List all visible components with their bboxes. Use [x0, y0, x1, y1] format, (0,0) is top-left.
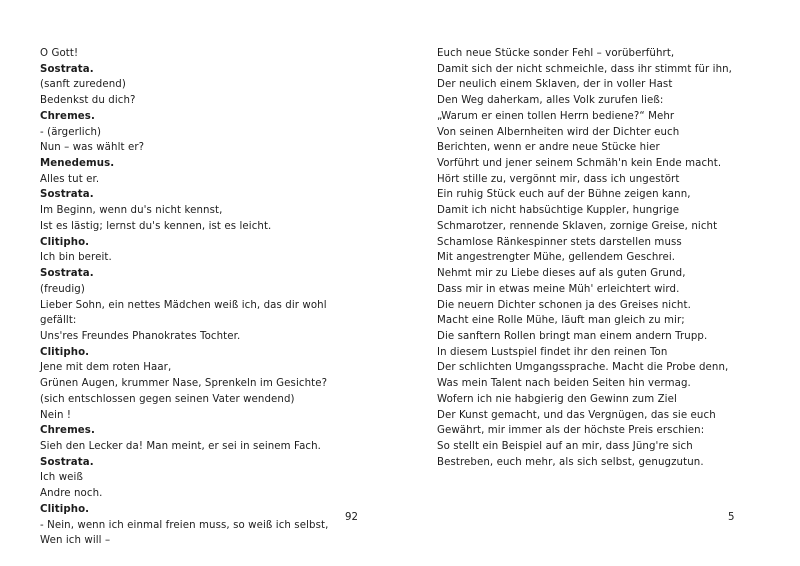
speaker-name: Chremes.	[40, 110, 95, 122]
text-line: Grünen Augen, krummer Nase, Sprenkeln im Gesichte?	[40, 378, 328, 390]
text-line: Nehmt mir zu Liebe dieses auf als guten Grund,	[437, 268, 686, 280]
text-line: Im Beginn, wenn du's nicht kennst,	[40, 205, 223, 217]
text-line: Bestreben, euch mehr, als sich selbst, genugzutun.	[437, 456, 704, 468]
text-line: (freudig)	[40, 283, 85, 295]
text-line: Damit sich der nicht schmeichle, dass ihr stimmt für ihn,	[437, 63, 733, 75]
text-line: Ist es lästig; lernst du's kennen, ist es leicht.	[40, 220, 272, 232]
text-line: gefällt:	[40, 315, 77, 327]
text-line: Berichten, wenn er andre neue Stücke hier	[437, 142, 660, 154]
text-line: - Nein, wenn ich einmal freien muss, so weiß ich selbst,	[40, 519, 329, 531]
right-text-column	[437, 46, 782, 470]
page-number-right: 5	[728, 512, 735, 523]
speaker-name: Sostrata.	[40, 189, 94, 201]
speaker-name: Sostrata.	[40, 456, 94, 468]
text-line: Gewährt, mir immer als der höchste Preis erschien:	[437, 425, 705, 437]
text-line: Nein !	[40, 409, 72, 421]
text-line: Andre noch.	[40, 488, 103, 500]
text-line: (sich entschlossen gegen seinen Vater wendend)	[40, 393, 295, 405]
speaker-name: Sostrata.	[40, 268, 94, 280]
text-line: (sanft zuredend)	[40, 79, 126, 91]
text-line: So stellt ein Beispiel auf an mir, dass Jüng're sich	[437, 440, 693, 452]
text-line: - (ärgerlich)	[40, 126, 102, 138]
text-line: Bedenkst du dich?	[40, 95, 136, 107]
text-line: Lieber Sohn, ein nettes Mädchen weiß ich, das dir wohl	[40, 299, 327, 311]
text-line: Macht eine Rolle Mühe, läuft man gleich zu mir;	[437, 315, 685, 327]
speaker-name: Clitipho.	[40, 503, 90, 515]
text-line: Der schlichten Umgangssprache. Macht die Probe denn,	[437, 362, 729, 374]
text-line: Damit ich nicht habsüchtige Kuppler, hungrige	[437, 205, 680, 217]
text-line: Jene mit dem roten Haar,	[40, 362, 172, 374]
text-line: Dass mir in etwas meine Müh' erleichtert wird.	[437, 283, 680, 295]
text-line: Hört stille zu, vergönnt mir, dass ich ungestört	[437, 173, 680, 185]
text-line: Mit angestrengter Mühe, gellendem Geschrei.	[437, 252, 676, 264]
text-line: Euch neue Stücke sonder Fehl – vorüberführt,	[437, 48, 675, 59]
text-line: Schamlose Ränkespinner stets darstellen muss	[437, 236, 682, 248]
page-number-left: 92	[345, 512, 358, 523]
text-line: Alles tut er.	[40, 173, 100, 185]
text-line: „Warum er einen tollen Herrn bediene?“ Mehr	[437, 110, 675, 122]
text-line: Der neulich einem Sklaven, der in voller Hast	[437, 79, 673, 91]
text-line: Die neuern Dichter schonen ja des Greises nicht.	[437, 299, 691, 311]
speaker-name: Menedemus.	[40, 158, 115, 170]
text-line: Den Weg daherkam, alles Volk zurufen ließ:	[437, 95, 664, 107]
text-line: Wen ich will –	[40, 535, 111, 547]
speaker-name: Clitipho.	[40, 346, 90, 358]
text-line: Ich weiß	[40, 472, 83, 484]
text-line: Uns'res Freundes Phanokrates Tochter.	[40, 330, 241, 342]
left-text-column	[40, 46, 370, 549]
text-line: Von seinen Albernheiten wird der Dichter euch	[437, 126, 680, 138]
text-line: Sieh den Lecker da! Man meint, er sei in seinem Fach.	[40, 440, 322, 452]
text-line: Was mein Talent nach beiden Seiten hin vermag.	[437, 378, 691, 390]
speaker-name: Chremes.	[40, 425, 95, 437]
text-line: Der Kunst gemacht, und das Vergnügen, das sie euch	[437, 409, 716, 421]
speaker-name: Sostrata.	[40, 63, 94, 75]
text-line: In diesem Lustspiel findet ihr den reinen Ton	[437, 346, 668, 358]
text-line: Ich bin bereit.	[40, 252, 112, 264]
text-line: Die sanftern Rollen bringt man einem andern Trupp.	[437, 330, 708, 342]
text-line: Wofern ich nie habgierig den Gewinn zum Ziel	[437, 393, 677, 405]
text-line: Nun – was wählt er?	[40, 142, 145, 154]
text-line: Schmarotzer, rennende Sklaven, zornige Greise, nicht	[437, 220, 718, 232]
speaker-name: Clitipho.	[40, 236, 90, 248]
text-line: O Gott!	[40, 48, 79, 59]
text-line: Vorführt und jener seinem Schmäh'n kein Ende macht.	[437, 158, 722, 170]
text-line: Ein ruhig Stück euch auf der Bühne zeigen kann,	[437, 189, 691, 201]
